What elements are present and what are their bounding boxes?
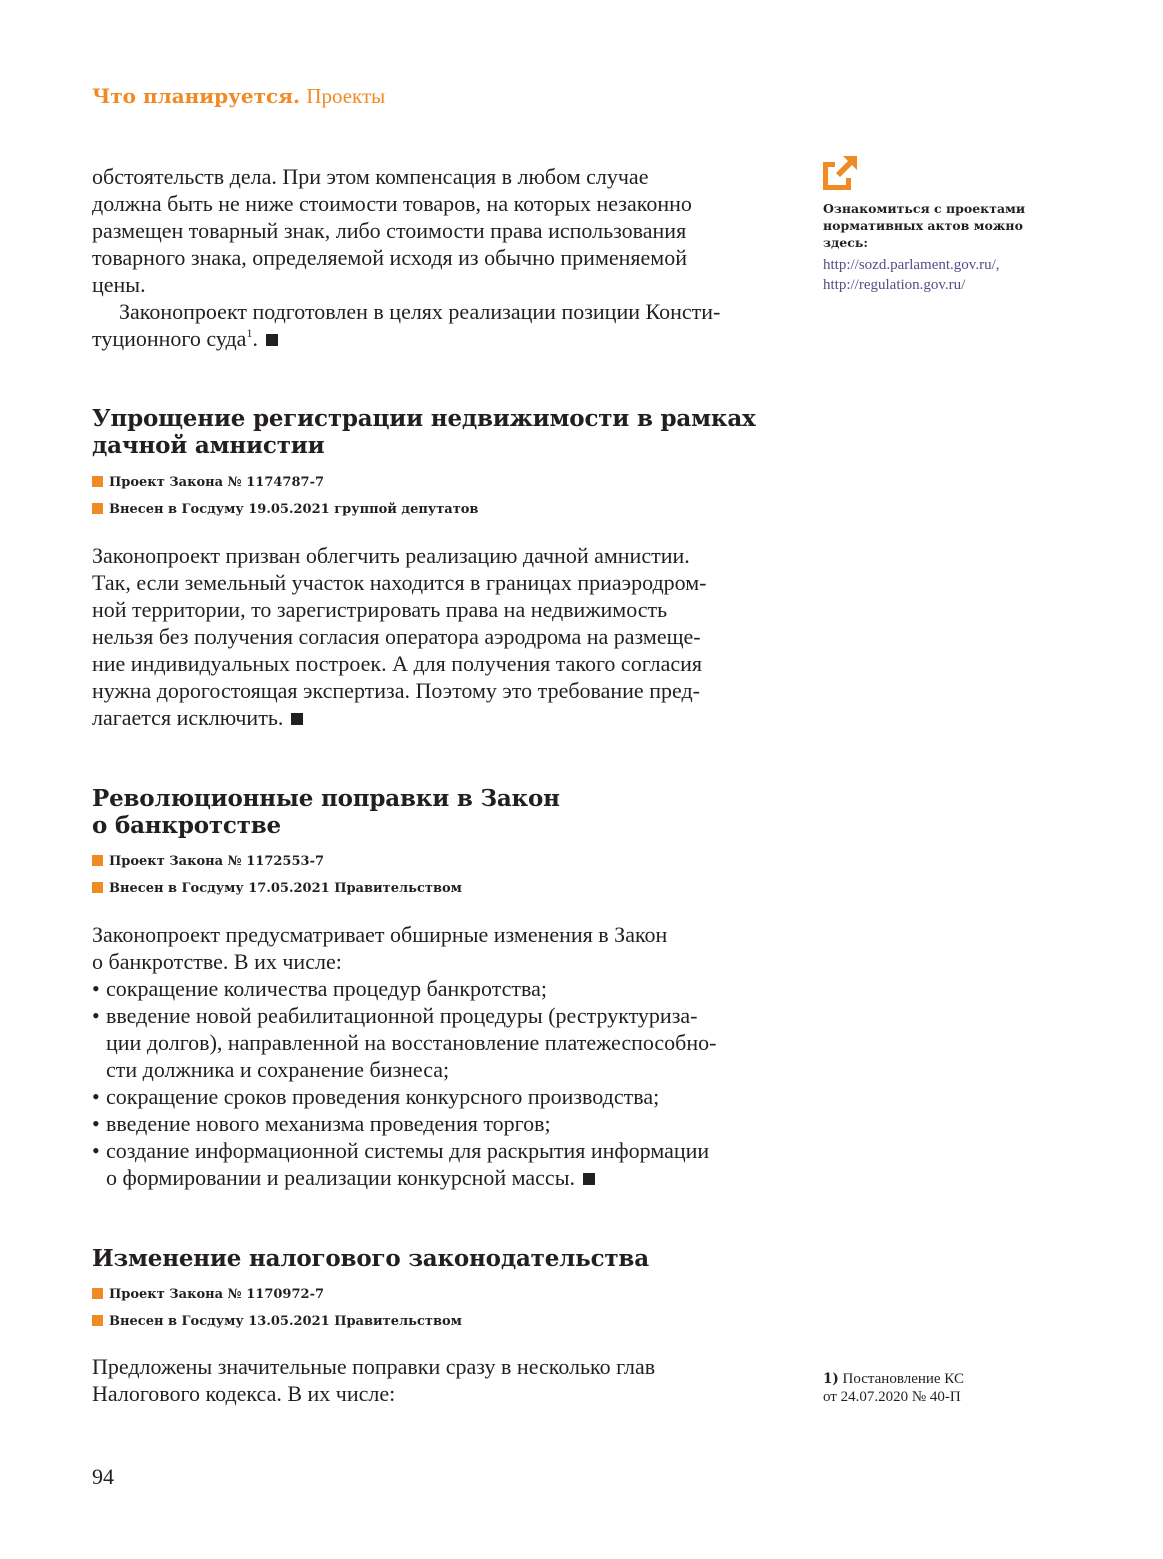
text-line: цены. xyxy=(92,272,146,297)
text-line: ной территории, то зарегистрировать права на недвижимость xyxy=(92,597,668,622)
orange-square-icon xyxy=(92,503,103,514)
end-mark-icon xyxy=(583,1173,595,1185)
text-line: размещен товарный знак, либо стоимости права использования xyxy=(92,218,687,243)
orange-square-icon xyxy=(92,1288,103,1299)
list-item-text: сокращение сроков проведения конкурсного производства; xyxy=(106,1084,660,1109)
footnote-text: Постановление КС xyxy=(842,1371,964,1387)
sidebar-note xyxy=(823,156,1063,295)
text-fragment: туционного суда xyxy=(92,326,247,351)
text-fragment: . xyxy=(252,326,258,351)
bullet-icon: • xyxy=(92,1003,100,1028)
bill-number xyxy=(92,848,772,875)
orange-square-icon xyxy=(92,882,103,893)
section-tax xyxy=(92,1245,772,1272)
text-line: Законопроект подготовлен в целях реализации позиции Консти- xyxy=(119,299,721,324)
section-bankruptcy xyxy=(92,785,772,839)
external-link-icon xyxy=(823,156,857,190)
footnote-number: 1) xyxy=(823,1371,839,1387)
orange-square-icon xyxy=(92,855,103,866)
bill-submitted xyxy=(92,496,772,523)
text-line: должна быть не ниже стоимости товаров, на которых незаконно xyxy=(92,191,692,216)
section-body xyxy=(92,1353,772,1407)
section-heading: Упрощение регистрации недвижимости в рамках xyxy=(92,405,756,432)
subsection-title: Проекты xyxy=(306,84,386,108)
list-item xyxy=(92,1002,772,1029)
footnote-line: от 24.07.2020 № 40-П xyxy=(823,1389,961,1405)
link-regulation[interactable]: http://regulation.gov.ru/ xyxy=(823,277,966,293)
text-line xyxy=(92,704,772,731)
bill-number-text: Проект Закона № 1170972-7 xyxy=(109,1287,325,1302)
bill-submitted-text: Внесен в Госдуму 13.05.2021 Правительством xyxy=(109,1314,462,1329)
bill-number-text: Проект Закона № 1172553-7 xyxy=(109,854,325,869)
text-line: товарного знака, определяемой исходя из обычно применяемой xyxy=(92,245,687,270)
list-item-text: введение новой реабилитационной процедуры (реструктуриза- xyxy=(106,1003,698,1028)
section-heading: о банкротстве xyxy=(92,812,281,839)
bullet-icon: • xyxy=(92,1138,100,1163)
section-body xyxy=(92,921,772,1191)
list-item xyxy=(92,1083,772,1110)
text-line: Налогового кодекса. В их числе: xyxy=(92,1381,396,1406)
list-item-text: о формировании и реализации конкурсной массы. xyxy=(106,1165,575,1190)
text-line: обстоятельств дела. При этом компенсация в любом случае xyxy=(92,164,649,189)
section-heading: дачной амнистии xyxy=(92,432,325,459)
bullet-list xyxy=(92,975,772,1191)
list-item-text: введение нового механизма проведения торгов; xyxy=(106,1111,551,1136)
footnote-ref[interactable]: 1 xyxy=(246,326,253,340)
footnote-line xyxy=(823,1370,964,1388)
meta-block xyxy=(92,848,772,902)
section-heading: Изменение налогового законодательства xyxy=(92,1245,649,1272)
end-mark-icon xyxy=(266,334,278,346)
text-fragment: лагается исключить. xyxy=(92,705,284,730)
bill-submitted xyxy=(92,1308,772,1335)
text-line xyxy=(92,325,772,352)
text-line: о банкротстве. В их числе: xyxy=(92,949,342,974)
list-item-text: ции долгов), направленной на восстановление платежеспособно- xyxy=(106,1030,717,1055)
bill-number-text: Проект Закона № 1174787-7 xyxy=(109,475,325,490)
text-line: Предложены значительные поправки сразу в несколько глав xyxy=(92,1354,656,1379)
list-item xyxy=(92,975,772,1002)
section-dacha-amnesty xyxy=(92,405,772,459)
text-line: ние индивидуальных построек. А для получения такого согласия xyxy=(92,651,703,676)
running-header xyxy=(92,82,385,110)
section-title: Что планируется. xyxy=(92,84,300,108)
text-line: нельзя без получения согласия оператора аэродрома на размеще- xyxy=(92,624,701,649)
list-item-text: сокращение количества процедур банкротства; xyxy=(106,976,547,1001)
list-item-text: сти должника и сохранение бизнеса; xyxy=(106,1057,450,1082)
list-item xyxy=(92,1137,772,1164)
text-line: Законопроект предусматривает обширные изменения в Закон xyxy=(92,922,668,947)
list-item-continuation xyxy=(92,1056,772,1083)
bill-number xyxy=(92,1281,772,1308)
text-line: нужна дорогостоящая экспертиза. Поэтому это требование пред- xyxy=(92,678,700,703)
list-item-text: создание информационной системы для раскрытия информации xyxy=(106,1138,710,1163)
intro-text xyxy=(92,163,772,352)
list-item-continuation xyxy=(92,1164,772,1191)
sidebar-note-text: Ознакомиться с проектами нормативных актов можно здесь: xyxy=(823,201,1026,250)
end-mark-icon xyxy=(291,713,303,725)
footnote xyxy=(823,1370,964,1406)
bill-submitted xyxy=(92,875,772,902)
bill-submitted-text: Внесен в Госдуму 19.05.2021 группой депутатов xyxy=(109,502,479,517)
bill-submitted-text: Внесен в Госдуму 17.05.2021 Правительством xyxy=(109,881,462,896)
meta-block xyxy=(92,1281,772,1335)
bullet-icon: • xyxy=(92,1084,100,1109)
link-sozd[interactable]: http://sozd.parlament.gov.ru/, xyxy=(823,257,1000,273)
bill-number xyxy=(92,469,772,496)
orange-square-icon xyxy=(92,1315,103,1326)
orange-square-icon xyxy=(92,476,103,487)
section-heading: Революционные поправки в Закон xyxy=(92,785,560,812)
list-item-continuation xyxy=(92,1029,772,1056)
meta-block xyxy=(92,469,772,523)
bullet-icon: • xyxy=(92,1111,100,1136)
text-line: Законопроект призван облегчить реализацию дачной амнистии. xyxy=(92,543,690,568)
text-line: Так, если земельный участок находится в границах приаэродром- xyxy=(92,570,707,595)
bullet-icon: • xyxy=(92,976,100,1001)
section-body xyxy=(92,542,772,731)
page-number: 94 xyxy=(92,1464,114,1489)
list-item xyxy=(92,1110,772,1137)
